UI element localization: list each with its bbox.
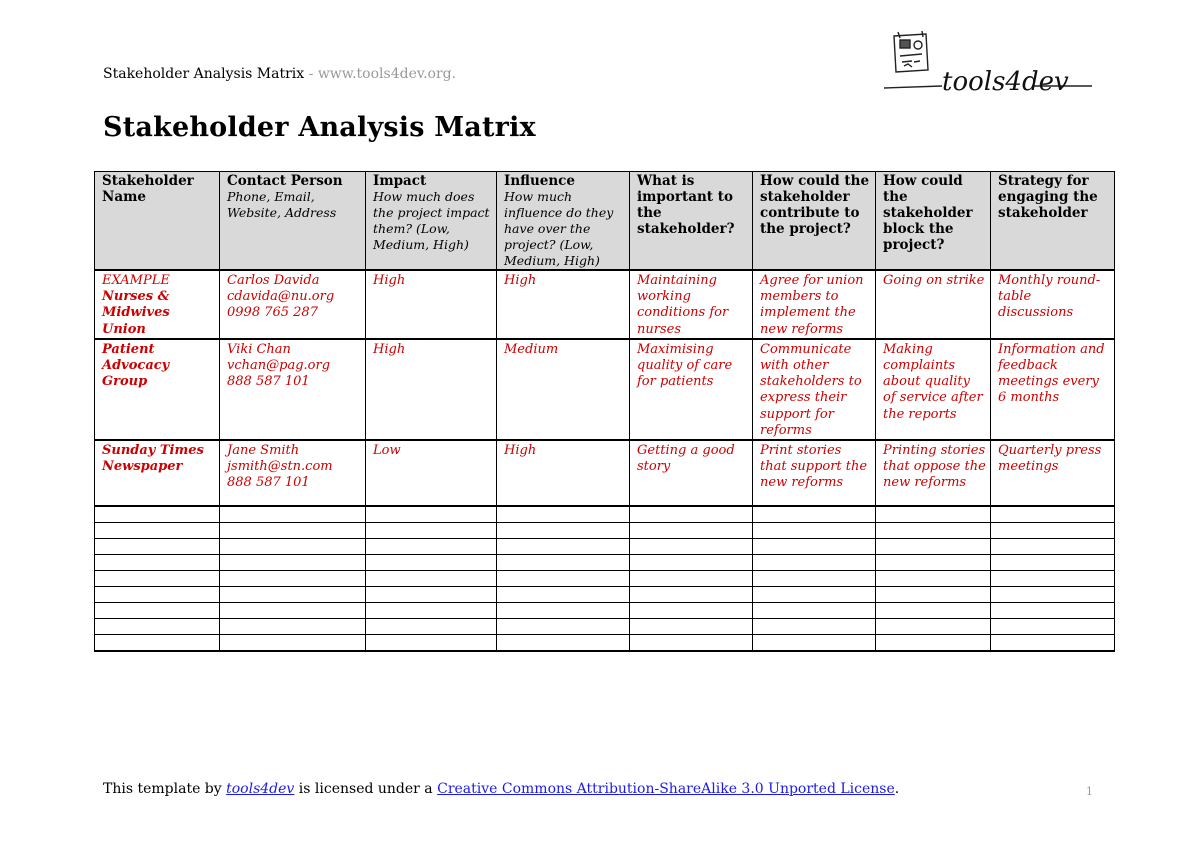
empty-table-row: [95, 539, 1115, 555]
table-row: [95, 440, 1115, 506]
empty-cell[interactable]: [366, 523, 497, 539]
empty-cell[interactable]: [991, 603, 1115, 619]
empty-cell[interactable]: [630, 587, 753, 603]
cell-important[interactable]: Maintaining working conditions for nurses: [630, 270, 753, 339]
page-title: Stakeholder Analysis Matrix: [103, 112, 536, 143]
empty-cell[interactable]: [220, 571, 366, 587]
empty-cell[interactable]: [95, 635, 220, 652]
tools4dev-logo: [882, 28, 1094, 98]
col-header-influence: Influence How much influence do they have over the project? (Low, Medium, High): [497, 172, 630, 271]
empty-cell[interactable]: [220, 539, 366, 555]
empty-table-row: [95, 635, 1115, 652]
cell-contribute[interactable]: Communicate with other stakeholders to express their support for reforms: [753, 339, 876, 440]
empty-table-row: [95, 523, 1115, 539]
empty-cell[interactable]: [95, 539, 220, 555]
empty-cell[interactable]: [497, 603, 630, 619]
empty-cell[interactable]: [497, 506, 630, 523]
empty-cell[interactable]: [220, 603, 366, 619]
empty-table-row: [95, 603, 1115, 619]
empty-cell[interactable]: [630, 619, 753, 635]
empty-cell[interactable]: [366, 635, 497, 652]
empty-cell[interactable]: [753, 587, 876, 603]
logo-wordmark: tools4dev: [942, 67, 1069, 97]
cell-contact[interactable]: Jane Smith jsmith@stn.com 888 587 101: [220, 440, 366, 506]
cell-strategy[interactable]: Quarterly press meetings: [991, 440, 1115, 506]
empty-cell[interactable]: [630, 571, 753, 587]
cell-stakeholder-name[interactable]: EXAMPLE Nurses & Midwives Union: [95, 270, 220, 339]
empty-cell[interactable]: [991, 635, 1115, 652]
page-number: 1: [1086, 785, 1093, 798]
cell-strategy[interactable]: Monthly round-table discussions: [991, 270, 1115, 339]
empty-cell[interactable]: [876, 587, 991, 603]
empty-cell[interactable]: [497, 539, 630, 555]
col-header-stakeholder-name: Stakeholder Name: [95, 172, 220, 271]
license-link[interactable]: Creative Commons Attribution-ShareAlike 3.0 Unported License: [437, 781, 895, 797]
empty-cell[interactable]: [497, 587, 630, 603]
empty-cell[interactable]: [991, 523, 1115, 539]
empty-cell[interactable]: [95, 555, 220, 571]
empty-cell[interactable]: [876, 603, 991, 619]
col-header-important: What is important to the stakeholder?: [630, 172, 753, 271]
empty-cell[interactable]: [630, 523, 753, 539]
stakeholder-matrix-table: [94, 171, 1115, 652]
cell-influence[interactable]: High: [497, 440, 630, 506]
empty-cell[interactable]: [876, 571, 991, 587]
cell-stakeholder-name[interactable]: Sunday Times Newspaper: [95, 440, 220, 506]
empty-cell[interactable]: [991, 506, 1115, 523]
empty-cell[interactable]: [753, 619, 876, 635]
col-header-contribute: How could the stakeholder contribute to the project?: [753, 172, 876, 271]
empty-cell[interactable]: [95, 619, 220, 635]
col-header-contact-person: Contact Person Phone, Email, Website, Address: [220, 172, 366, 271]
cell-contact[interactable]: Carlos Davida cdavida@nu.org 0998 765 287: [220, 270, 366, 339]
empty-cell[interactable]: [95, 506, 220, 523]
empty-cell[interactable]: [95, 571, 220, 587]
empty-cell[interactable]: [497, 571, 630, 587]
empty-cell[interactable]: [497, 635, 630, 652]
cell-impact[interactable]: Low: [366, 440, 497, 506]
empty-cell[interactable]: [220, 587, 366, 603]
empty-cell[interactable]: [876, 523, 991, 539]
empty-table-row: [95, 555, 1115, 571]
empty-cell[interactable]: [630, 635, 753, 652]
empty-cell[interactable]: [220, 555, 366, 571]
cell-contribute[interactable]: Print stories that support the new reforms: [753, 440, 876, 506]
empty-cell[interactable]: [630, 603, 753, 619]
empty-cell[interactable]: [497, 523, 630, 539]
cell-block[interactable]: Making complaints about quality of service after the reports: [876, 339, 991, 440]
empty-cell[interactable]: [991, 587, 1115, 603]
empty-table-row: [95, 587, 1115, 603]
table-row: [95, 270, 1115, 339]
document-header: [103, 66, 456, 82]
table-header-row: [95, 172, 1115, 271]
cell-contact[interactable]: Viki Chan vchan@pag.org 888 587 101: [220, 339, 366, 440]
cell-important[interactable]: Maximising quality of care for patients: [630, 339, 753, 440]
empty-table-row: [95, 506, 1115, 523]
col-desc-contact: Phone, Email, Website, Address: [227, 189, 337, 220]
empty-cell[interactable]: [630, 555, 753, 571]
empty-cell[interactable]: [991, 555, 1115, 571]
col-desc-impact: How much does the project impact them? (Low, Medium, High): [373, 189, 490, 252]
cell-influence[interactable]: High: [497, 270, 630, 339]
empty-cell[interactable]: [366, 571, 497, 587]
empty-cell[interactable]: [753, 603, 876, 619]
table-row: [95, 339, 1115, 440]
empty-table-row: [95, 571, 1115, 587]
cell-stakeholder-name[interactable]: Patient Advocacy Group: [95, 339, 220, 440]
empty-cell[interactable]: [630, 506, 753, 523]
empty-cell[interactable]: [95, 523, 220, 539]
cell-influence[interactable]: Medium: [497, 339, 630, 440]
cell-strategy[interactable]: Information and feedback meetings every 6 months: [991, 339, 1115, 440]
empty-cell[interactable]: [753, 635, 876, 652]
cell-contribute[interactable]: Agree for union members to implement the new reforms: [753, 270, 876, 339]
example-label: EXAMPLE: [102, 273, 170, 288]
empty-cell[interactable]: [876, 539, 991, 555]
logo-graphic: [882, 28, 1094, 98]
cell-block[interactable]: Going on strike: [876, 270, 991, 339]
empty-cell[interactable]: [366, 506, 497, 523]
empty-cell[interactable]: [366, 555, 497, 571]
empty-cell[interactable]: [991, 571, 1115, 587]
empty-cell[interactable]: [991, 619, 1115, 635]
col-header-impact: Impact How much does the project impact them? (Low, Medium, High): [366, 172, 497, 271]
tools4dev-link[interactable]: tools4dev: [226, 781, 295, 797]
empty-cell[interactable]: [220, 506, 366, 523]
cell-impact[interactable]: High: [366, 339, 497, 440]
cell-important[interactable]: Getting a good story: [630, 440, 753, 506]
empty-cell[interactable]: [876, 635, 991, 652]
empty-cell[interactable]: [497, 619, 630, 635]
empty-cell[interactable]: [497, 555, 630, 571]
cell-impact[interactable]: High: [366, 270, 497, 339]
empty-table-row: [95, 619, 1115, 635]
empty-cell[interactable]: [366, 539, 497, 555]
empty-cell[interactable]: [753, 571, 876, 587]
empty-cell[interactable]: [876, 506, 991, 523]
empty-cell[interactable]: [876, 555, 991, 571]
col-desc-influence: How much influence do they have over the project? (Low, Medium, High): [504, 189, 614, 268]
empty-cell[interactable]: [753, 539, 876, 555]
empty-cell[interactable]: [366, 619, 497, 635]
empty-cell[interactable]: [95, 587, 220, 603]
col-header-strategy: Strategy for engaging the stakeholder: [991, 172, 1115, 271]
empty-cell[interactable]: [220, 635, 366, 652]
empty-cell[interactable]: [366, 587, 497, 603]
empty-cell[interactable]: [95, 603, 220, 619]
license-footer: This template by tools4dev is licensed under a Creative Commons Attribution-ShareAlike 3.0 Unported License.: [103, 781, 900, 797]
empty-cell[interactable]: [991, 539, 1115, 555]
cell-block[interactable]: Printing stories that oppose the new reforms: [876, 440, 991, 506]
empty-cell[interactable]: [876, 619, 991, 635]
empty-cell[interactable]: [220, 523, 366, 539]
header-subtitle: - www.tools4dev.org.: [304, 66, 457, 82]
empty-cell[interactable]: [630, 539, 753, 555]
col-header-block: How could the stakeholder block the project?: [876, 172, 991, 271]
empty-cell[interactable]: [220, 619, 366, 635]
empty-cell[interactable]: [366, 603, 497, 619]
empty-cell[interactable]: [753, 555, 876, 571]
header-title: Stakeholder Analysis Matrix: [103, 66, 305, 82]
empty-cell[interactable]: [753, 506, 876, 523]
empty-cell[interactable]: [753, 523, 876, 539]
